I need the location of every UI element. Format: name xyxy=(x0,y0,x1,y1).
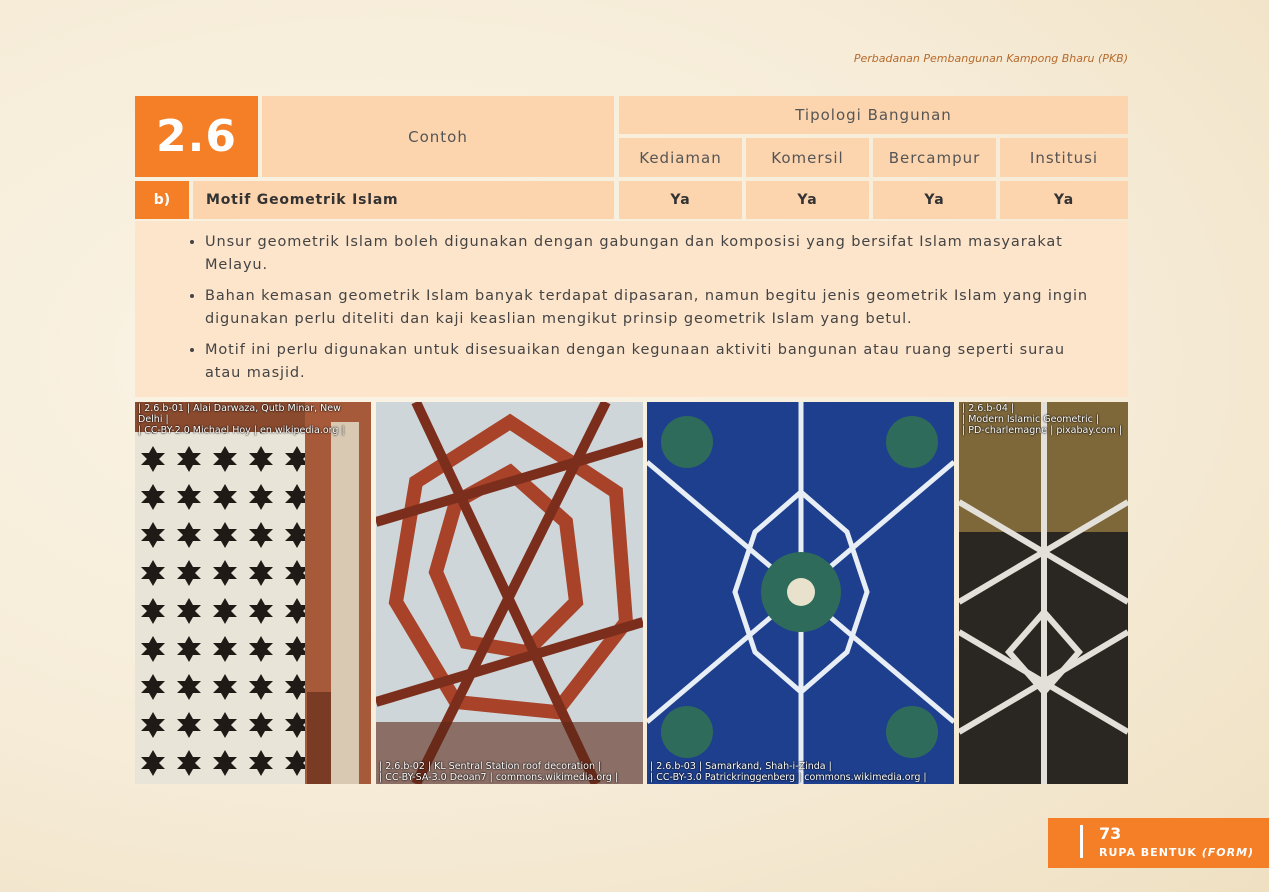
bullet-item: • Bahan kemasan geometrik Islam banyak terdapat dipasaran, namun begitu jenis geometrik Islam yang ingin digunakan perlu diteliti dan kaji keaslian mengikut prinsip geometrik Islam yang betul. xyxy=(205,285,1104,331)
photo-modern-geometric xyxy=(959,402,1128,784)
description-panel xyxy=(135,221,1128,397)
photo-caption: | 2.6.b-02 | KL Sentral Station roof decoration | xyxy=(379,761,602,772)
type-bercampur: Bercampur xyxy=(873,138,996,177)
contoh-header: Contoh xyxy=(262,96,614,177)
photo-caption: | 2.6.b-01 | Alai Darwaza, Qutb Minar, New xyxy=(138,403,341,414)
photo-samarkand-tiles xyxy=(647,402,954,784)
type-kediaman: Kediaman xyxy=(619,138,742,177)
page-number: 73 xyxy=(1099,824,1122,843)
section-name-main: RUPA BENTUK xyxy=(1099,846,1197,859)
modern-geometric-image xyxy=(959,402,1128,784)
row-label: b) xyxy=(135,181,189,219)
value-komersil: Ya xyxy=(746,181,869,219)
bullet-item: • Motif ini perlu digunakan untuk disesuaikan dengan kegunaan aktiviti bangunan atau ruang seperti surau atau masjid. xyxy=(205,339,1104,385)
photo-caption: | 2.6.b-04 | xyxy=(962,403,1015,414)
type-institusi: Institusi xyxy=(1000,138,1128,177)
roof-decoration-image xyxy=(376,402,643,784)
section-name xyxy=(1099,846,1254,859)
bullet-list xyxy=(175,231,1104,385)
photo-caption: | CC-BY-3.0 Patrickringgenberg | commons.wikimedia.org | xyxy=(650,772,927,783)
section-name-italic: (FORM) xyxy=(1201,846,1255,859)
section-number: 2.6 xyxy=(135,96,258,177)
typology-table xyxy=(135,96,1128,219)
photo-caption: Delhi | xyxy=(138,414,169,425)
value-institusi: Ya xyxy=(1000,181,1128,219)
jali-screen-image xyxy=(135,402,371,784)
value-kediaman: Ya xyxy=(619,181,742,219)
type-komersil: Komersil xyxy=(746,138,869,177)
footer-divider xyxy=(1080,825,1083,858)
photo-caption: | Modern Islamic Geometric | xyxy=(962,414,1100,425)
publisher-credit: Perbadanan Pembangunan Kampong Bharu (PKB) xyxy=(853,52,1128,65)
photo-caption: | CC-BY-2.0 Michael Hoy | en.wikipedia.org | xyxy=(138,425,345,436)
photo-caption: | CC-BY-SA-3.0 Deoan7 | commons.wikimedia.org | xyxy=(379,772,619,783)
value-bercampur: Ya xyxy=(873,181,996,219)
page-footer xyxy=(1048,818,1269,868)
photo-caption: | 2.6.b-03 | Samarkand, Shah-i-Zinda | xyxy=(650,761,832,772)
samarkand-tiles-image xyxy=(647,402,954,784)
bullet-item: • Unsur geometrik Islam boleh digunakan dengan gabungan dan komposisi yang bersifat Islam masyarakat Melayu. xyxy=(205,231,1104,277)
row-title: Motif Geometrik Islam xyxy=(193,181,614,219)
photo-roof-decoration xyxy=(376,402,643,784)
tipologi-header: Tipologi Bangunan xyxy=(619,96,1128,134)
photo-caption: | PD-charlemagne | pixabay.com | xyxy=(962,425,1123,436)
photo-jali-screen xyxy=(135,402,371,784)
